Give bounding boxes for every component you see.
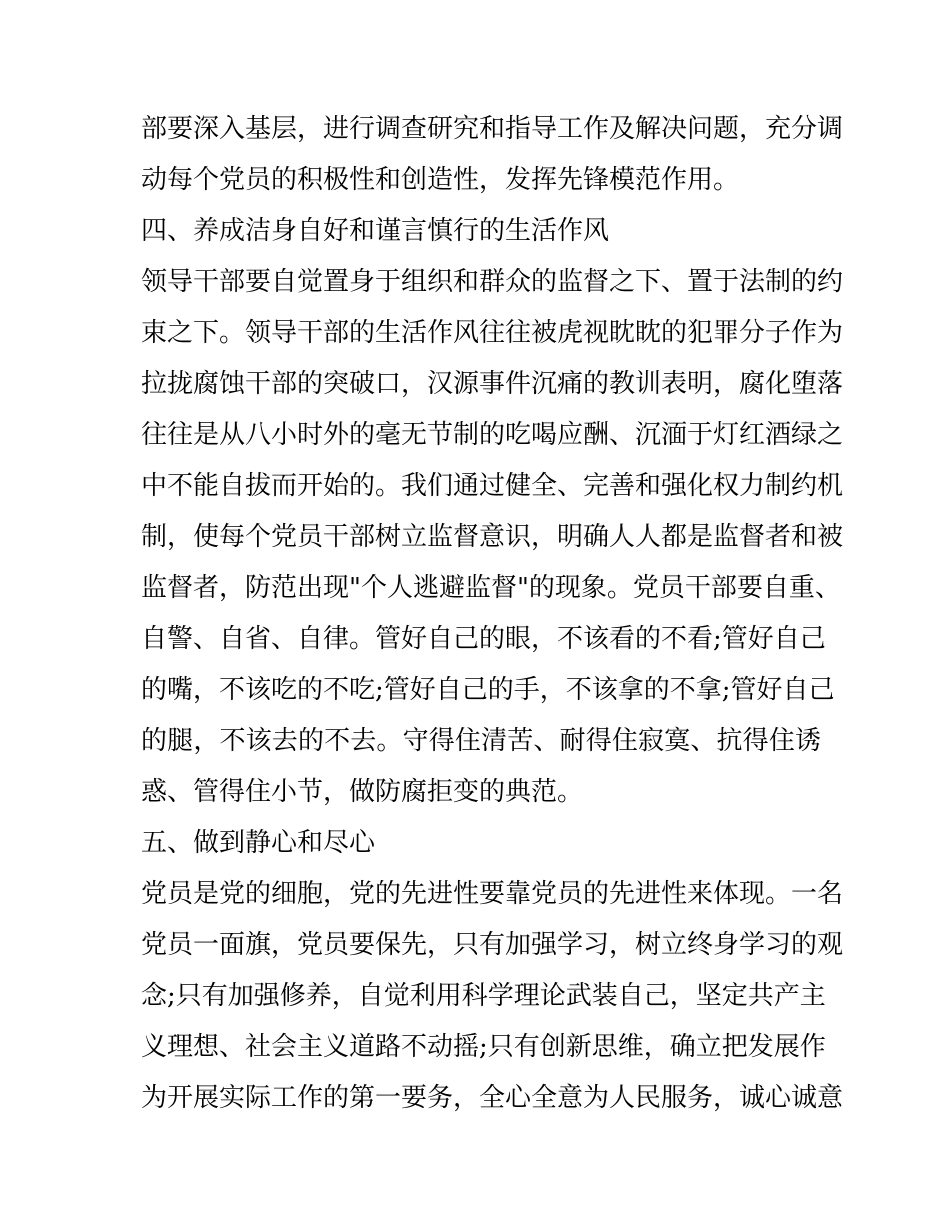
section-heading: 四、养成洁身自好和谨言慎行的生活作风 [141, 216, 610, 246]
paragraph-line: 义理想、社会主义道路不动摇;只有创新思维，确立把发展作 [141, 1032, 826, 1062]
paragraph-line: 制，使每个党员干部树立监督意识，明确人人都是监督者和被 [141, 522, 844, 552]
paragraph-line: 党员一面旗，党员要保先，只有加强学习，树立终身学习的观 [141, 930, 844, 960]
paragraph-line: 中不能自拔而开始的。我们通过健全、完善和强化权力制约机 [141, 471, 844, 501]
section-heading: 五、做到静心和尽心 [141, 828, 376, 858]
paragraph-line: 惑、管得住小节，做防腐拒变的典范。 [141, 777, 584, 807]
paragraph-line: 自警、自省、自律。管好自己的眼，不该看的不看;管好自己 [141, 624, 826, 654]
paragraph-line: 动每个党员的积极性和创造性，发挥先锋模范作用。 [141, 165, 740, 195]
paragraph-line: 为开展实际工作的第一要务，全心全意为人民服务，诚心诚意 [141, 1083, 844, 1113]
paragraph-line: 的腿，不该去的不去。守得住清苦、耐得住寂寞、抗得住诱 [141, 726, 821, 756]
paragraph-line: 束之下。领导干部的生活作风往往被虎视眈眈的犯罪分子作为 [141, 318, 844, 348]
paragraph-line: 往往是从八小时外的毫无节制的吃喝应酬、沉湎于灯红酒绿之 [141, 420, 844, 450]
paragraph-line: 部要深入基层，进行调查研究和指导工作及解决问题，充分调 [141, 114, 844, 144]
paragraph-line: 的嘴，不该吃的不吃;管好自己的手，不该拿的不拿;管好自己 [141, 675, 835, 705]
paragraph-line: 念;只有加强修养，自觉利用科学理论武装自己，坚定共产主 [141, 981, 826, 1011]
paragraph-line: 党员是党的细胞，党的先进性要靠党员的先进性来体现。一名 [141, 879, 844, 909]
paragraph-line: 监督者，防范出现"个人逃避监督"的现象。党员干部要自重、 [141, 573, 841, 603]
paragraph-line: 拉拢腐蚀干部的突破口，汉源事件沉痛的教训表明，腐化堕落 [141, 369, 844, 399]
paragraph-line: 领导干部要自觉置身于组织和群众的监督之下、置于法制的约 [141, 267, 844, 297]
